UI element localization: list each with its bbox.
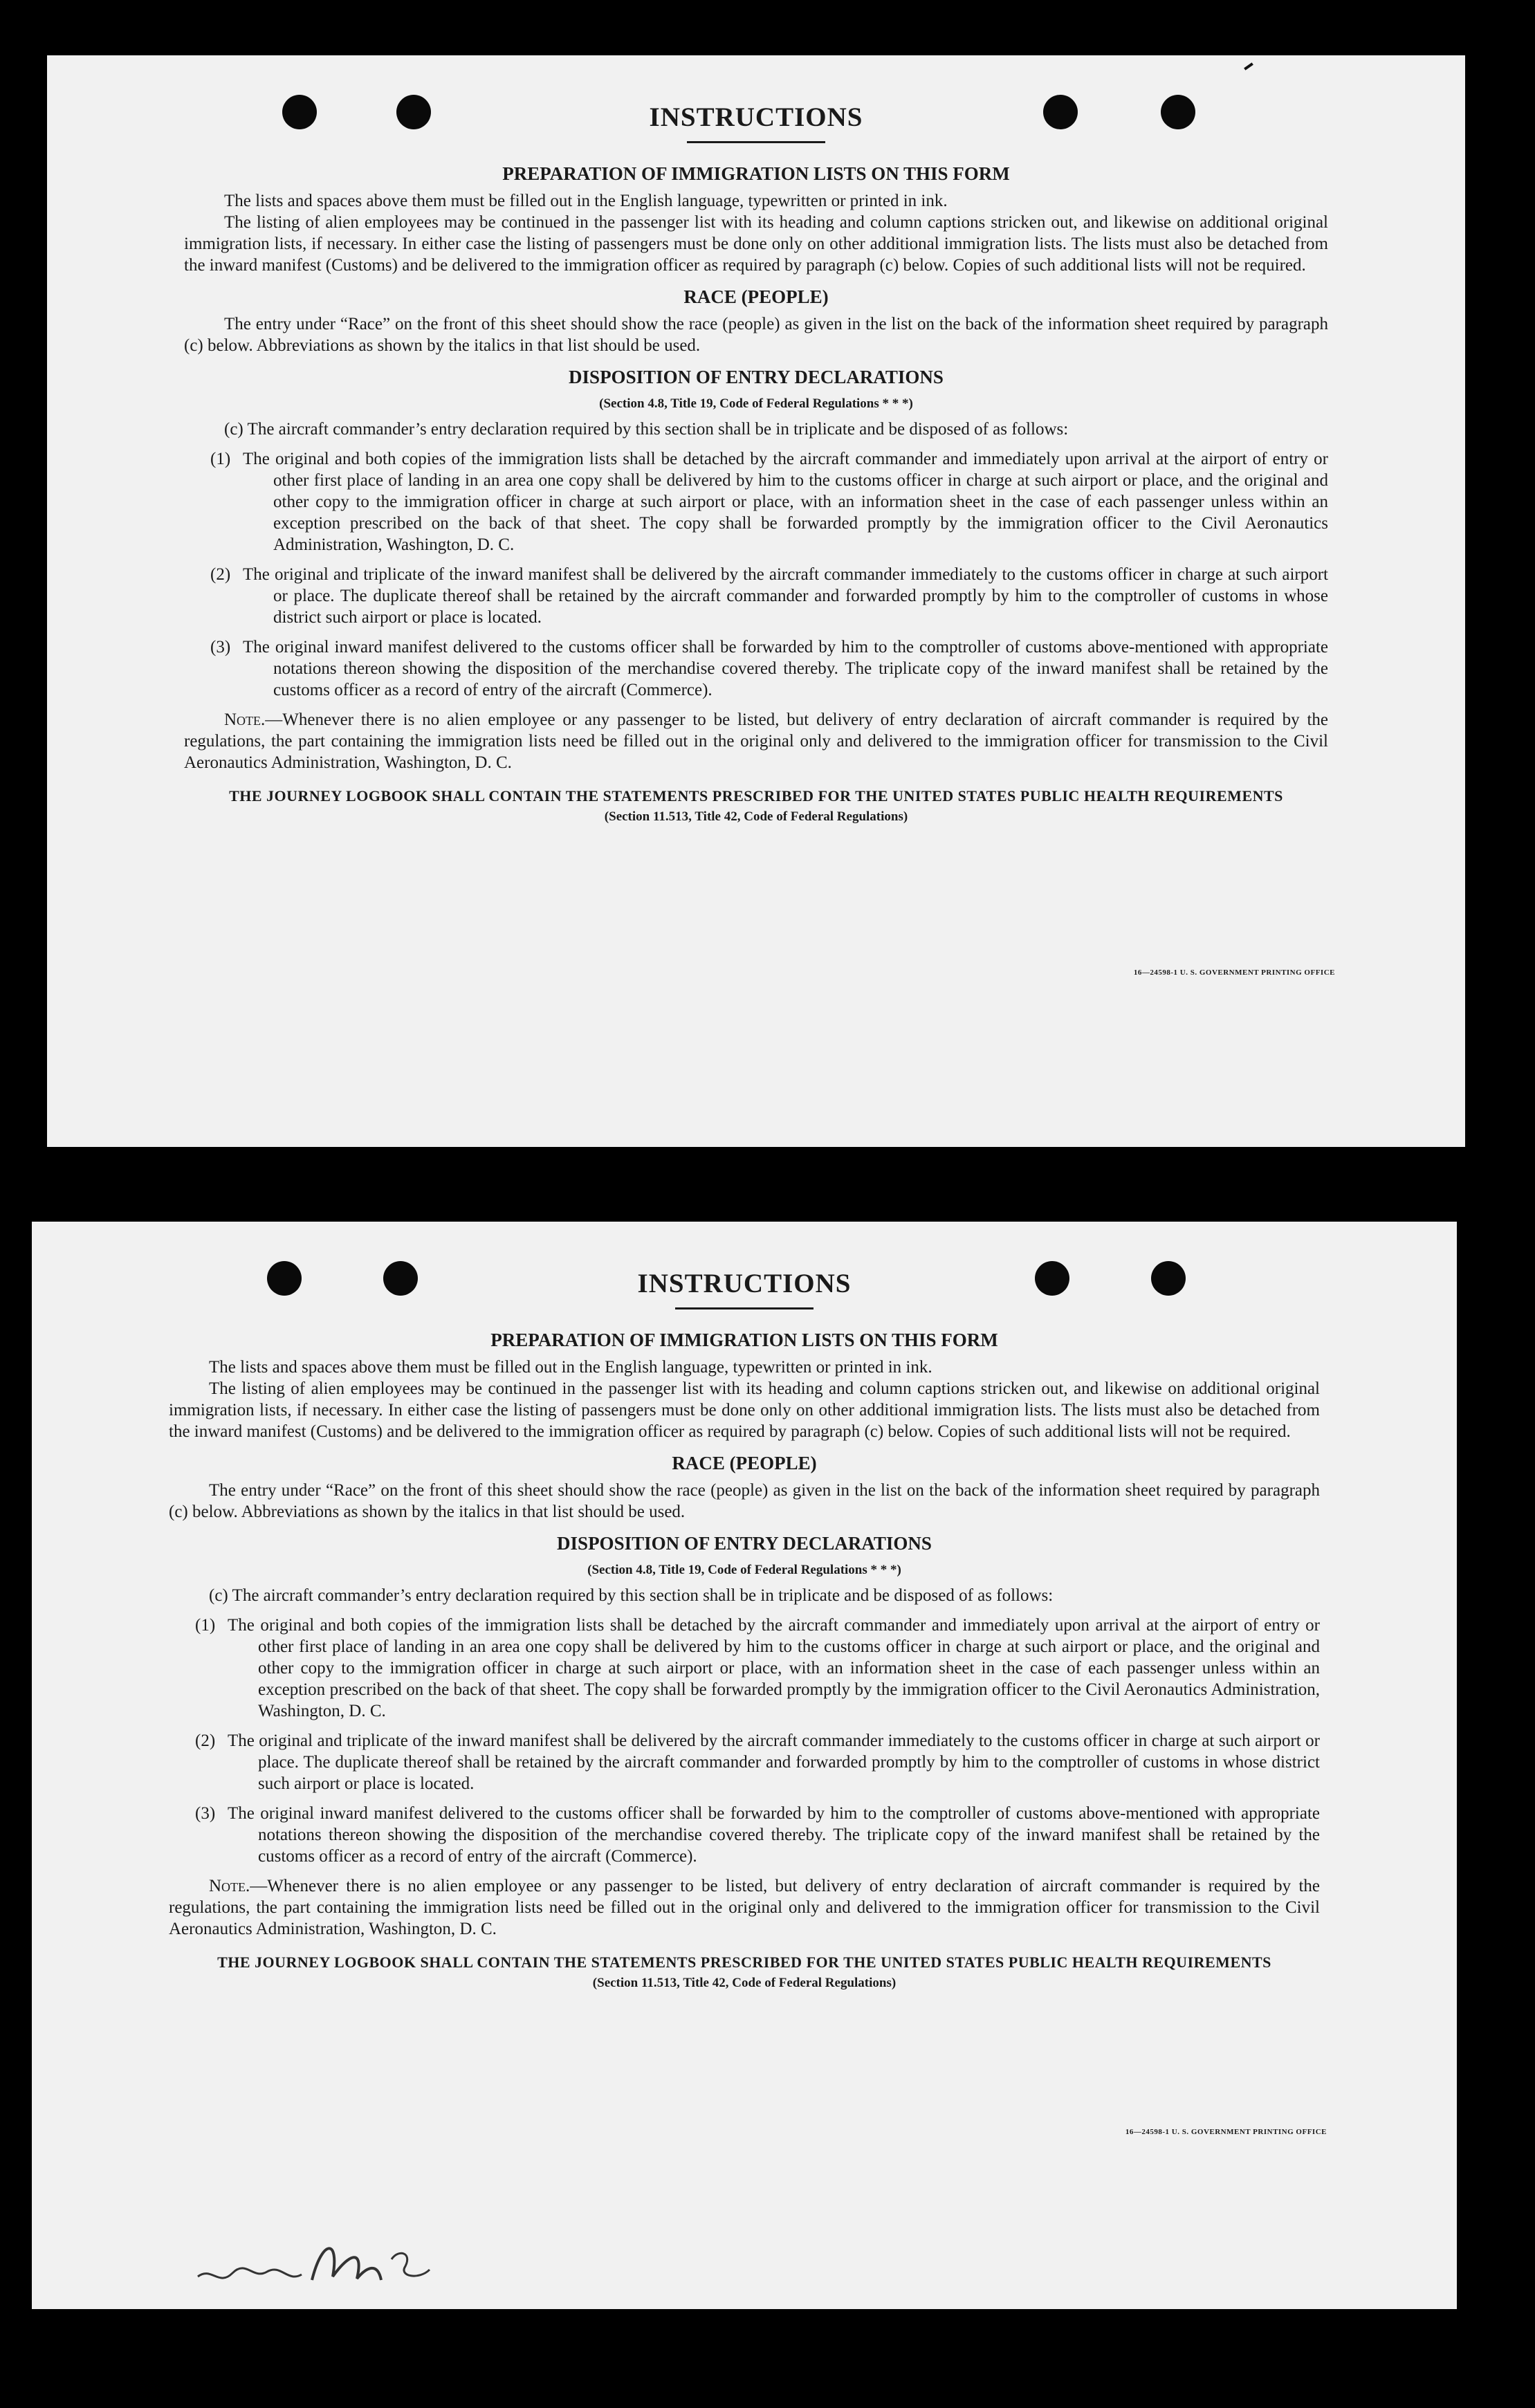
sheet-content [47,97,1465,830]
title-underline [687,141,825,143]
note-paragraph [169,1875,1320,1940]
list-item [184,564,1328,628]
logbook-citation: (Section 11.513, Title 42, Code of Federal Regulations) [604,809,908,824]
body-text [32,1327,1457,1994]
paragraph: The listing of alien employees may be continued in the passenger list with its heading and column captions stricken out, and likewise on additional original immigration lists, if necessary. In either case the listing of passengers must be done only on other additional immigration lists. The lists must also be detached from the inward manifest (Customs) and be delivered to the immigration officer as required by paragraph (c) below. Copies of such additional lists will not be required. [169,1379,1320,1441]
note-text: —Whenever there is no alien employee or any passenger to be listed, but delivery of entry declaration of aircraft commander is required by the regulations, the part containing the immigration lists need be filled out in the original only and delivered to the immigration officer for transmission to the Civil Aeronautics Administration, Washington, D. C. [184,710,1328,772]
handwritten-signature-icon [191,2211,440,2308]
logbook-requirement: THE JOURNEY LOGBOOK SHALL CONTAIN THE STATEMENTS PRESCRIBED FOR THE UNITED STATES PUBLIC HEALTH REQUIREMENTS [229,787,1283,805]
printing-office-code: 16—24598-1 U. S. GOVERNMENT PRINTING OFFICE [1133,968,1335,977]
list-item-text: The original inward manifest delivered to the customs officer shall be forwarded by him to the comptroller of customs above-mentioned with appropriate notations thereon showing the disposition of the merchandise covered thereby. The triplicate copy of the inward manifest shall be retained by the customs officer as a record of entry of the aircraft (Commerce). [228,1804,1320,1866]
list-item-text: The original and both copies of the immigration lists shall be detached by the aircraft commander and immediately upon arrival at the airport of entry or other first place of landing in an area one copy shall be delivered by him to the customs officer in charge at such airport or place, and the original and other copy to the immigration officer in charge at such airport or place, with an information sheet in the case of each passenger unless within an exception prescribed on the back of that sheet. The copy shall be forwarded promptly by the immigration officer to the Civil Aeronautics Administration, Washington, D. C. [228,1616,1320,1720]
paragraph: The lists and spaces above them must be filled out in the English language, typewritten or printed in ink. [209,1358,932,1377]
instruction-sheet-top [47,55,1465,1147]
printing-office-code: 16—24598-1 U. S. GOVERNMENT PRINTING OFFICE [1125,2128,1327,2136]
page-title: INSTRUCTIONS [649,102,863,132]
section-heading-disposition: DISPOSITION OF ENTRY DECLARATIONS [557,1533,932,1554]
section-citation: (Section 4.8, Title 19, Code of Federal Regulations * * *) [587,1563,901,1577]
list-item [184,448,1328,555]
list-item-number: (2) [210,565,231,584]
paragraph-lead: (c) The aircraft commander’s entry declaration required by this section shall be in triplicate and be disposed of as follows: [209,1586,1054,1605]
title-underline [675,1307,814,1309]
list-item-text: The original and triplicate of the inward manifest shall be delivered by the aircraft commander immediately to the customs officer in charge at such airport or place. The duplicate thereof shall be retained by the aircraft commander and forwarded promptly by him to the comptroller of customs in whose district such airport or place is located. [243,565,1328,627]
paragraph: The entry under “Race” on the front of this sheet should show the race (people) as given in the list on the back of the information sheet required by paragraph (c) below. Abbreviations as shown by the italics in that list should be used. [184,315,1328,355]
paragraph: The lists and spaces above them must be filled out in the English language, typewritten or printed in ink. [224,192,948,210]
stray-mark [1244,62,1253,70]
body-text [47,161,1465,827]
note-label: Note. [224,710,266,729]
list-item-text: The original and triplicate of the inward manifest shall be delivered by the aircraft commander immediately to the customs officer in charge at such airport or place. The duplicate thereof shall be retained by the aircraft commander and forwarded promptly by him to the comptroller of customs in whose district such airport or place is located. [228,1731,1320,1793]
note-label: Note. [209,1877,250,1895]
list-item-number: (1) [210,450,231,468]
section-heading-race: RACE (PEOPLE) [683,286,829,307]
page-title: INSTRUCTIONS [637,1269,852,1298]
section-heading-preparation: PREPARATION OF IMMIGRATION LISTS ON THIS FORM [502,163,1010,184]
logbook-citation: (Section 11.513, Title 42, Code of Federal Regulations) [592,1976,897,1990]
list-item [184,636,1328,701]
sheet-content [32,1263,1457,1996]
logbook-requirement: THE JOURNEY LOGBOOK SHALL CONTAIN THE STATEMENTS PRESCRIBED FOR THE UNITED STATES PUBLIC HEALTH REQUIREMENTS [217,1954,1271,1971]
section-heading-race: RACE (PEOPLE) [672,1453,817,1473]
section-heading-preparation: PREPARATION OF IMMIGRATION LISTS ON THIS FORM [490,1330,998,1350]
list-item [169,1730,1320,1794]
note-paragraph [184,709,1328,773]
list-item [169,1615,1320,1722]
list-item-number: (3) [195,1804,216,1823]
section-heading-disposition: DISPOSITION OF ENTRY DECLARATIONS [569,367,944,387]
list-item [169,1803,1320,1867]
list-item-text: The original and both copies of the immigration lists shall be detached by the aircraft commander and immediately upon arrival at the airport of entry or other first place of landing in an area one copy shall be delivered by him to the customs officer in charge at such airport or place, and the original and other copy to the immigration officer in charge at such airport or place, with an information sheet in the case of each passenger unless within an exception prescribed on the back of that sheet. The copy shall be forwarded promptly by the immigration officer to the Civil Aeronautics Administration, Washington, D. C. [243,450,1328,554]
note-text: —Whenever there is no alien employee or any passenger to be listed, but delivery of entry declaration of aircraft commander is required by the regulations, the part containing the immigration lists need be filled out in the original only and delivered to the immigration officer for transmission to the Civil Aeronautics Administration, Washington, D. C. [169,1877,1320,1938]
list-item-text: The original inward manifest delivered to the customs officer shall be forwarded by him to the comptroller of customs above-mentioned with appropriate notations thereon showing the disposition of the merchandise covered thereby. The triplicate copy of the inward manifest shall be retained by the customs officer as a record of entry of the aircraft (Commerce). [243,638,1328,699]
paragraph: The entry under “Race” on the front of this sheet should show the race (people) as given in the list on the back of the information sheet required by paragraph (c) below. Abbreviations as shown by the italics in that list should be used. [169,1481,1320,1521]
section-citation: (Section 4.8, Title 19, Code of Federal Regulations * * *) [599,396,913,411]
list-item-number: (3) [210,638,231,656]
paragraph: The listing of alien employees may be continued in the passenger list with its heading and column captions stricken out, and likewise on additional original immigration lists, if necessary. In either case the listing of passengers must be done only on other additional immigration lists. The lists must also be detached from the inward manifest (Customs) and be delivered to the immigration officer as required by paragraph (c) below. Copies of such additional lists will not be required. [184,213,1328,275]
list-item-number: (1) [195,1616,216,1635]
list-item-number: (2) [195,1731,216,1750]
instruction-sheet-bottom [32,1222,1457,2309]
paragraph-lead: (c) The aircraft commander’s entry declaration required by this section shall be in triplicate and be disposed of as follows: [224,420,1069,439]
